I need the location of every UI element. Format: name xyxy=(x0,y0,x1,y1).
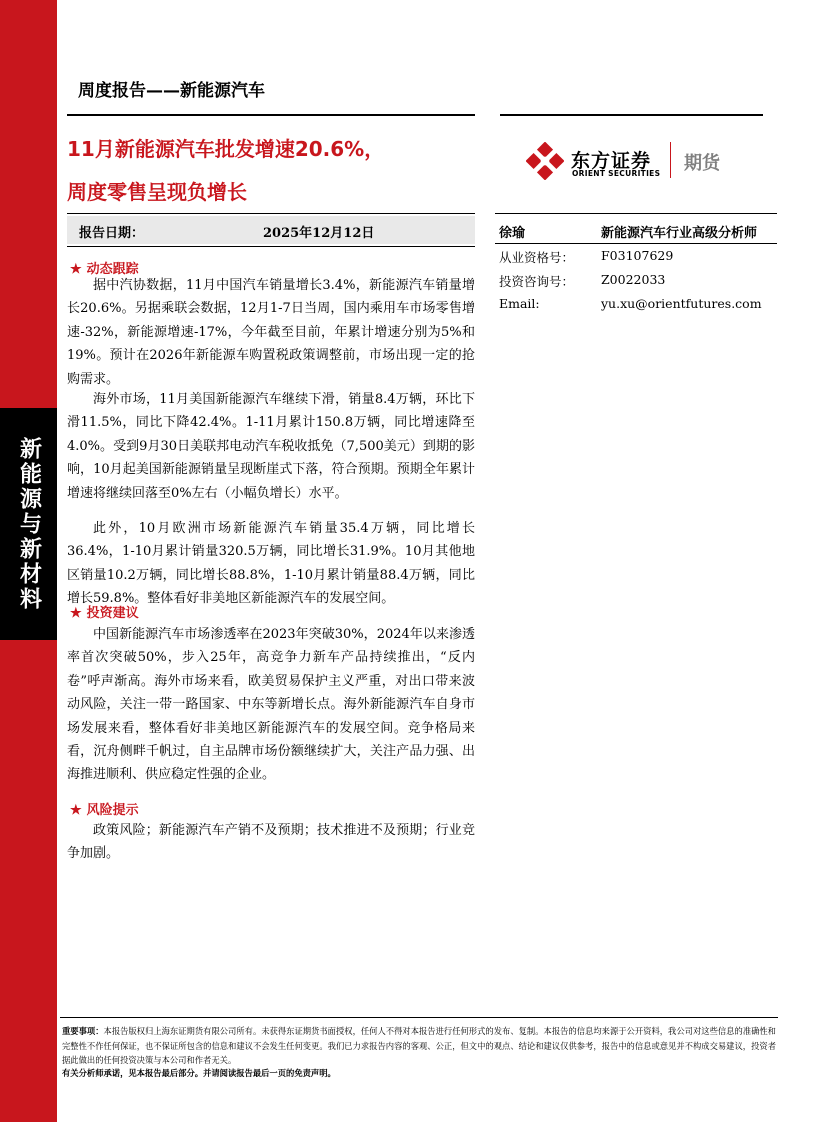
date-divider-top xyxy=(67,213,475,214)
section-heading-risk: ★ 风险提示 xyxy=(70,803,139,818)
sidebar-category-label: 新能源与新材料 xyxy=(16,436,42,612)
logo-name-cn: 东方证券 xyxy=(571,150,652,172)
analyst-divider-top xyxy=(495,213,777,214)
header-divider xyxy=(67,114,475,116)
report-type-title: 周度报告——新能源汽车 xyxy=(78,81,265,101)
headline-line-2: 周度零售呈现负增长 xyxy=(67,180,247,204)
report-date-value: 2025年12月12日 xyxy=(263,226,375,241)
advice-paragraph-1: 中国新能源汽车市场渗透率在2023年突破30%，2024年以来渗透率首次突破50%，步入25年，高竞争力新车产品持续推出，“反内卷”呼声渐高。海外市场来看，欧美贸易保护主义严重，对出口带来波动风险，关注一带一路国家、中东等新增长点。海外新能源汽车自身市场发展来看，整体看好非美地区新能源汽车的发展空间。竞争格局来看，沉舟侧畔千帆过，自主品牌市场份额继续扩大，关注产品力强、出海推进顺利、供应稳定性强的企业。 xyxy=(67,627,475,783)
footer-notice-label: 重要事项： xyxy=(62,1026,104,1036)
logo-division: 期货 xyxy=(684,153,720,174)
report-date-label: 报告日期： xyxy=(79,226,145,241)
sidebar-category-band xyxy=(0,408,57,640)
dynamics-paragraph-3: 此外，10月欧洲市场新能源汽车销量35.4万辆，同比增长36.4%，1-10月累计销量320.5万辆，同比增长31.9%。10月其他地区销量10.2万辆，同比增长88.8%，1-10月累计销量88.4万辆，同比增长59.8%。整体看好非美地区新能源汽车的发展空间。 xyxy=(67,521,475,607)
consult-label: 投资咨询号： xyxy=(499,274,575,289)
report-date-bar xyxy=(67,216,475,244)
analyst-divider-bottom xyxy=(495,243,777,244)
logo-divider xyxy=(500,114,763,116)
orient-securities-logo-icon xyxy=(526,142,564,180)
star-icon: ★ xyxy=(70,803,82,818)
consult-value: Z0022033 xyxy=(601,272,666,287)
license-label: 从业资格号： xyxy=(499,250,575,265)
analyst-name: 徐瑜 xyxy=(499,226,526,241)
email-value[interactable]: yu.xu@orientfutures.com xyxy=(601,296,762,311)
section-heading-advice: ★ 投资建议 xyxy=(70,606,139,621)
risk-paragraph-1: 政策风险；新能源汽车产销不及预期；技术推进不及预期；行业竞争加剧。 xyxy=(67,823,475,862)
footer-divider xyxy=(60,1017,778,1018)
footer-notice-text: 本报告版权归上海东证期货有限公司所有。未获得东证期货书面授权，任何人不得对本报告进行任何形式的发布、复制。本报告的信息均来源于公开资料，我公司对这些信息的准确性和完整性不作任何保证，也不保证所包含的信息和建议不会发生任何变更。我们已力求报告内容的客观、公正，但文中的观点、结论和建议仅供参考，报告中的信息或意见并不构成交易建议，投资者据此做出的任何投资决策与本公司和作者无关。 xyxy=(62,1026,776,1065)
analyst-title: 新能源汽车行业高级分析师 xyxy=(601,226,758,241)
logo-name-en: ORIENT SECURITIES xyxy=(572,169,661,178)
section-heading-dynamics: ★ 动态跟踪 xyxy=(70,262,139,277)
star-icon: ★ xyxy=(70,606,82,621)
date-divider-bottom xyxy=(67,246,475,247)
email-label: Email: xyxy=(499,296,540,311)
footer-disclaimer xyxy=(62,1024,776,1068)
dynamics-paragraph-1: 据中汽协数据，11月中国汽车销量增长3.4%，新能源汽车销量增长20.6%。另据乘联会数据，12月1-7日当周，国内乘用车市场零售增速-32%，新能源增速-17%，今年截至目前，年累计增速分别为5%和19%。预计在2026年新能源车购置税政策调整前，市场出现一定的抢购需求。 xyxy=(67,278,475,387)
dynamics-paragraph-2: 海外市场，11月美国新能源汽车继续下滑，销量8.4万辆，环比下滑11.5%，同比下降42.4%。1-11月累计150.8万辆，同比增速降至4.0%。受到9月30日美联邦电动汽车税收抵免（7,500美元）到期的影响，10月起美国新能源销量呈现断崖式下落，符合预期。预期全年累计增速将继续回落至0%左右（小幅负增长）水平。 xyxy=(67,392,475,501)
logo-separator xyxy=(670,142,671,178)
headline-line-1: 11月新能源汽车批发增速20.6%， xyxy=(67,137,385,161)
license-value: F03107629 xyxy=(601,248,674,263)
footer-analyst-note: 有关分析师承诺，见本报告最后部分。并请阅读报告最后一页的免责声明。 xyxy=(62,1068,336,1078)
company-logo xyxy=(526,140,766,184)
star-icon: ★ xyxy=(70,262,82,277)
